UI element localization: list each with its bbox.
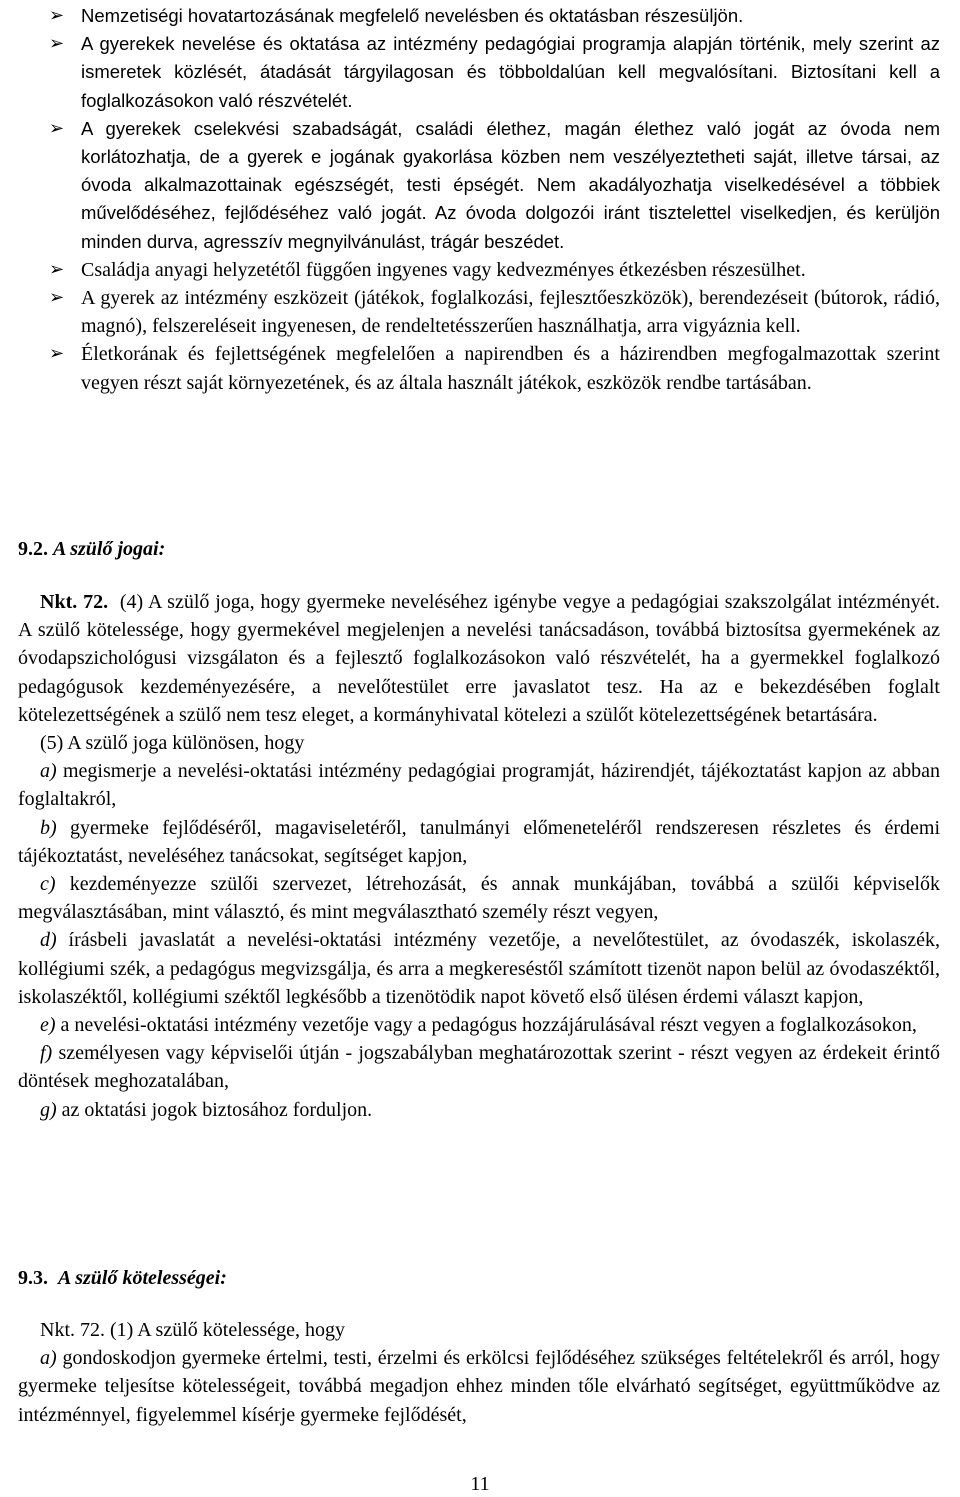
list-item: f) személyesen vagy képviselői útján - jogszabályban meghatározottak szerint - részt vegyen az érdekeit érintő döntések meghozatalában, xyxy=(18,1042,940,1093)
section-9-3-body xyxy=(18,1316,940,1429)
arrow-bullet-icon: ➢ xyxy=(49,33,65,55)
bullet-item: ➢ A gyerekek nevelése és oktatása az intézmény pedagógiai programja alapján történik, mely szerint az ismeretek közlését, átadását tárgyilagosan és többoldalúan kell megvalósítani. Biztosítani kell a foglalkozásokon való részvételét. xyxy=(18,30,940,115)
paragraph-nkt-72-4: Nkt. 72. (4) A szülő joga, hogy gyermeke neveléséhez igénybe vegye a pedagógiai szakszolgálat intézményét. A szülő kötelessége, hogy gyermekével megjelenjen a nevelési tanácsadáson, továbbá biztosítsa gyermekének az óvodapszichológusi vizsgálaton és a fejlesztő foglalkozásokon való részvételét, ha a gyermekkel foglalkozó pedagógusok kezdeményezésére, a nevelőtestület erre javaslatot tesz. Ha az e bekezdésében foglalt kötelezettségének a szülő nem tesz eleget, a kormányhivatal kötelezi a szülőt kötelezettségének betartására. xyxy=(18,591,941,726)
arrow-bullet-icon: ➢ xyxy=(49,258,65,280)
list-item: a) gondoskodjon gyermeke értelmi, testi, érzelmi és erkölcsi fejlődéséhez szükséges feltételekről és arról, hogy gyermeke teljesítse kötelességeit, továbbá megadjon ehhez minden tőle elvárható segítséget, együttműködve az intézménnyel, figyelemmel kísérje gyermeke fejlődését, xyxy=(18,1347,940,1426)
section-heading-9-2: 9.2. A szülő jogai: xyxy=(18,538,166,560)
section-9-2-body xyxy=(18,588,940,1124)
list-item: c) kezdeményezze szülői szervezet, létrehozását, és annak munkájában, továbbá a szülői képviselők megválasztásában, mint választó, és mint megválasztható személy részt vegyen, xyxy=(18,873,941,924)
bullet-item: ➢ A gyerekek cselekvési szabadságát, családi élethez, magán élethez való jogát az óvoda nem korlátozhatja, de a gyerek e jogának gyakorlása közben nem veszélyeztetheti saját, illetve társai, az óvoda alkalmazottainak egészségét, testi épségét. Nem akadályozhatja viselkedésével a többiek művelődéséhez, fejlődéséhez való jogát. Az óvoda dolgozói iránt tisztelettel viselkedjen, és kerüljön minden durva, agresszív megnyilvánulást, trágár beszédet. xyxy=(18,115,940,256)
arrow-bullet-icon: ➢ xyxy=(49,287,65,309)
bullet-item: ➢ Családja anyagi helyzetétől függően ingyenes vagy kedvezményes étkezésben részesülhet. xyxy=(18,256,940,284)
list-item: e) a nevelési-oktatási intézmény vezetője vagy a pedagógus hozzájárulásával részt vegyen a foglalkozásokon, xyxy=(40,1014,917,1037)
list-item: b) gyermeke fejlődéséről, magaviseletéről, tanulmányi előmeneteléről rendszeresen részletes és érdemi tájékoztatást, neveléséhez tanácsokat, segítséget kapjon, xyxy=(18,816,940,867)
bullet-list xyxy=(18,2,940,397)
paragraph-nkt-72-1: Nkt. 72. (1) A szülő kötelessége, hogy xyxy=(40,1319,345,1341)
list-item: d) írásbeli javaslatát a nevelési-oktatási intézmény vezetője, a nevelőtestület, az óvodaszék, iskolaszék, kollégiumi szék, a pedagógus megvizsgálja, és arra a megkereséstől számított tizenöt napon belül az óvodaszéktől, iskolaszéktől, kollégiumi széktől legkésőbb a tizenötödik napot követő első ülésen érdemi választ kapjon, xyxy=(18,929,941,1008)
page-number: 11 xyxy=(470,1473,490,1495)
arrow-bullet-icon: ➢ xyxy=(49,5,65,26)
section-heading-9-3: 9.3. A szülő kötelességei: xyxy=(18,1267,227,1289)
arrow-bullet-icon: ➢ xyxy=(49,343,65,365)
list-item: g) az oktatási jogok biztosához forduljon. xyxy=(40,1098,373,1121)
list-item: a) megismerje a nevelési-oktatási intézmény pedagógiai programját, házirendjét, tájékoztatást kapjon az abban foglaltakról, xyxy=(18,760,941,811)
bullet-item: ➢ Nemzetiségi hovatartozásának megfelelő nevelésben és oktatásban részesüljön. xyxy=(18,2,940,30)
bullet-item: ➢ A gyerek az intézmény eszközeit (játékok, foglalkozási, fejlesztőeszközök), berendezéseit (bútorok, rádió, magnó), felszereléseit ingyenesen, de rendeltetésszerűen használhatja, arra vigyáznia kell. xyxy=(18,284,940,340)
paragraph-nkt-72-5: (5) A szülő joga különösen, hogy xyxy=(40,732,305,755)
arrow-bullet-icon: ➢ xyxy=(49,117,65,139)
bullet-item: ➢ Életkorának és fejlettségének megfelelően a napirendben és a házirendben megfogalmazottak szerint vegyen részt saját környezetének, és az általa használt játékok, eszközök rendbe tartásában. xyxy=(18,340,940,396)
